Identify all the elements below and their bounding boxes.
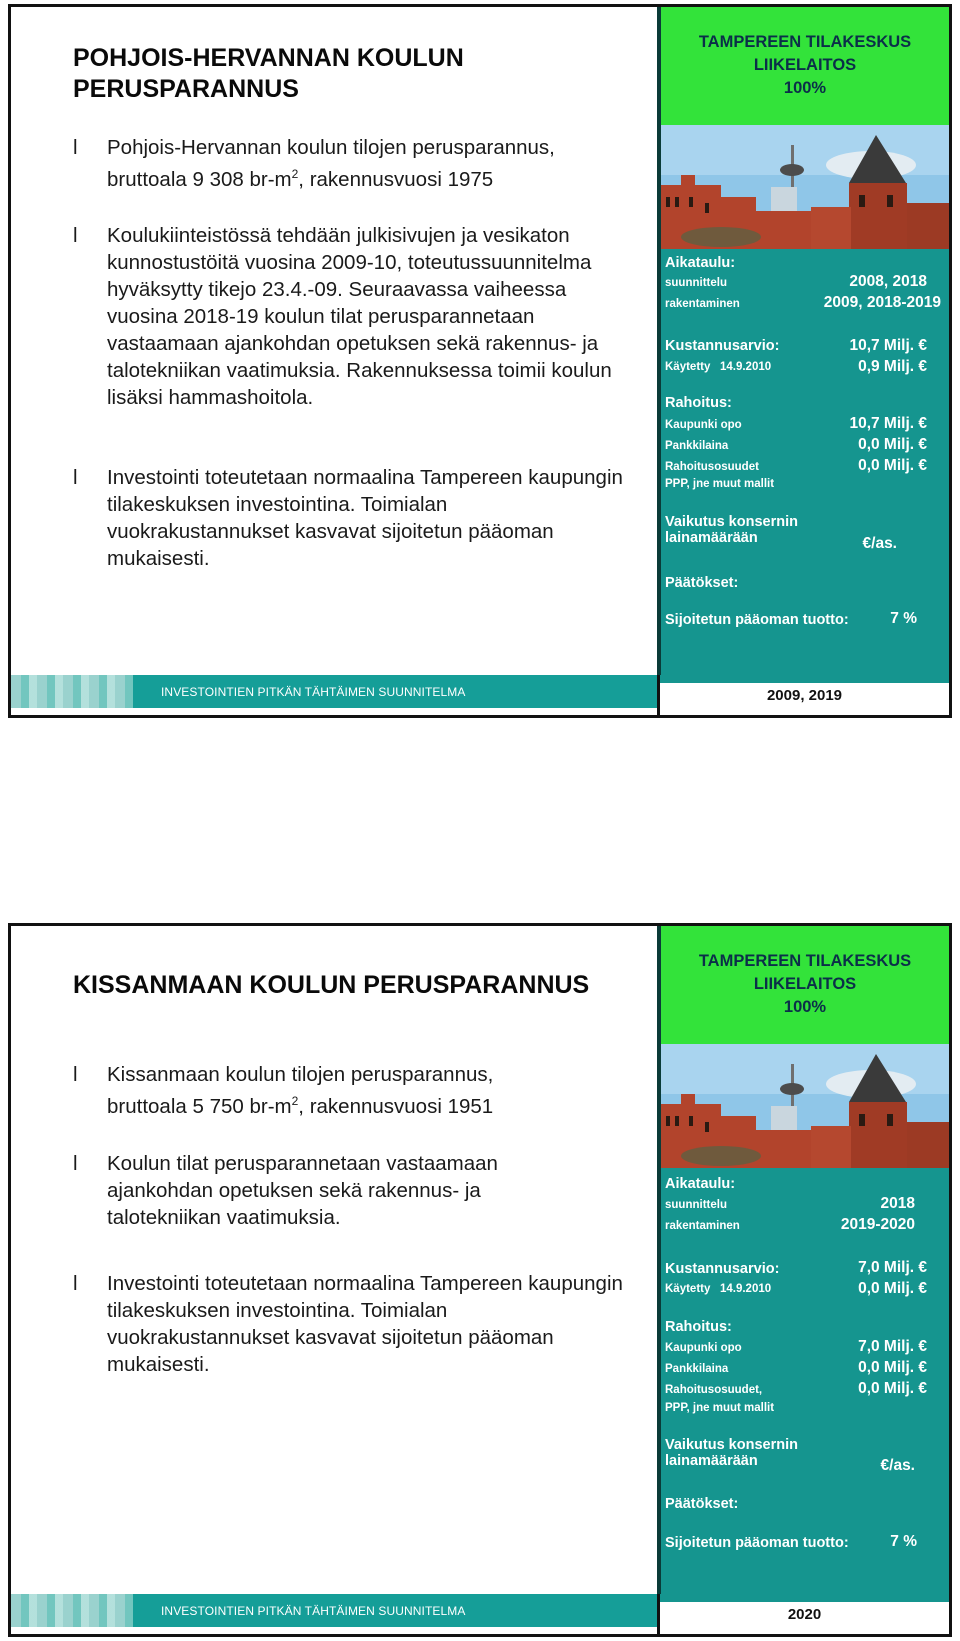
superscript: 2 — [291, 1094, 299, 1108]
slide-footer — [11, 675, 949, 715]
bullet-mark: l — [73, 1063, 78, 1086]
org-name: TAMPEREEN TILAKESKUS — [698, 33, 912, 51]
bullet-text-line2: bruttoala 5 750 br-m — [107, 1094, 292, 1118]
construction-label: rakentaminen — [665, 1220, 740, 1232]
bullet-text: Koulukiinteistössä tehdään julkisivujen ja vesikaton kunnostustöitä vuosina 2009-10, toteutussuunnitelma hyväksytty tikejo 23.4.-09. Seuraavassa vaiheessa vuosina 2018-19 koulun tilat perusparannetaan vastaamaan ajankohdan opetuksen sekä rakennus- ja talotekniikan vaatimuksia. Rakennuksessa toimii koulun lisäksi hammashoitola. — [107, 224, 612, 409]
bullet-text-line2-end: , rakennusvuosi 1951 — [298, 1094, 494, 1118]
spent-date: 14.9.2010 — [719, 361, 772, 373]
bullet-mark: l — [73, 224, 78, 247]
footer-year: 2020 — [787, 1606, 822, 1623]
slide-pohjois-hervanta — [8, 4, 952, 718]
footer-year-strip — [660, 675, 949, 683]
slide-title-line2: PERUSPARANNUS — [73, 75, 299, 103]
project-info-panel — [657, 926, 949, 1594]
footer-year-strip — [660, 1594, 949, 1602]
schedule-label: Aikataulu: — [665, 1176, 736, 1192]
planning-value: 2018 — [880, 1195, 915, 1212]
construction-label: rakentaminen — [665, 298, 740, 310]
slide-title-line1: POHJOIS-HERVANNAN KOULUN — [73, 44, 464, 72]
organization-header — [661, 926, 949, 1044]
org-name: TAMPEREEN TILAKESKUS — [698, 952, 912, 970]
funding-shares-label: Rahoitusosuudet, — [665, 1384, 763, 1396]
loan-impact-value: €/as. — [862, 535, 897, 552]
superscript: 2 — [291, 167, 299, 181]
org-type: LIIKELAITOS — [753, 56, 857, 74]
funding-shares-value: 0,0 Milj. € — [858, 457, 927, 474]
construction-value: 2009, 2018-2019 — [823, 294, 941, 311]
footer-bar — [11, 675, 657, 708]
spent-label — [665, 1283, 771, 1295]
loan-impact-line1: Vaikutus konsernin — [665, 1437, 798, 1453]
bullet-item — [73, 1270, 633, 1378]
loan-impact-value: €/as. — [880, 1457, 915, 1474]
spent-label-text: Käytetty — [665, 1283, 711, 1295]
cost-estimate-value: 7,0 Milj. € — [858, 1259, 927, 1276]
funding-label: Rahoitus: — [665, 1319, 732, 1335]
loan-impact-label — [665, 514, 798, 546]
roi-label: Sijoitetun pääoman tuotto: — [665, 1535, 849, 1551]
bank-loan-value: 0,0 Milj. € — [858, 1359, 927, 1376]
planning-label: suunnittelu — [665, 277, 727, 289]
funding-label: Rahoitus: — [665, 395, 732, 411]
decisions-label: Päätökset: — [665, 575, 739, 591]
schedule-label: Aikataulu: — [665, 255, 736, 271]
bullet-text — [107, 134, 633, 193]
roi-label: Sijoitetun pääoman tuotto: — [665, 612, 849, 628]
slide-footer — [11, 1594, 949, 1634]
city-funding-label: Kaupunki opo — [665, 1342, 742, 1354]
loan-impact-label — [665, 1437, 798, 1469]
footer-text: INVESTOINTIEN PITKÄN TÄHTÄIMEN SUUNNITELMA — [161, 1604, 466, 1618]
spent-value: 0,0 Milj. € — [858, 1280, 927, 1297]
slide-text-area — [11, 7, 657, 675]
bullet-text-line1: Kissanmaan koulun tilojen perusparannus, — [107, 1063, 494, 1086]
project-info-panel — [657, 7, 949, 675]
loan-impact-line2: lainamäärään — [665, 530, 758, 546]
bullet-text-line2: bruttoala 9 308 br-m — [107, 167, 292, 191]
ppp-label: PPP, jne muut mallit — [665, 478, 775, 490]
bullet-text: Koulun tilat perusparannetaan vastaamaan ajankohdan opetuksen sekä rakennus- ja talotekniikan vaatimuksia. — [107, 1152, 498, 1229]
planning-label: suunnittelu — [665, 1199, 727, 1211]
funding-shares-label: Rahoitusosuudet — [665, 461, 759, 473]
spent-value: 0,9 Milj. € — [858, 358, 927, 375]
slide-title — [73, 970, 589, 1001]
bank-loan-label: Pankkilaina — [665, 440, 729, 452]
bullet-text-line1: Pohjois-Hervannan koulun tilojen perusparannus, — [107, 136, 555, 159]
cost-estimate-value: 10,7 Milj. € — [849, 337, 927, 354]
cost-estimate-label: Kustannusarvio: — [665, 1261, 780, 1277]
bullet-text: Investointi toteutetaan normaalina Tampereen kaupungin tilakeskuksen investointina. Toimialan vuokrakustannukset kasvavat sijoitetun pääoman mukaisesti. — [107, 1272, 623, 1376]
footer-year: 2009, 2019 — [766, 687, 843, 704]
decisions-label: Päätökset: — [665, 1496, 739, 1512]
bullet-item — [73, 222, 633, 411]
bullet-item — [73, 134, 633, 193]
roi-value: 7 % — [890, 610, 917, 627]
city-funding-value: 7,0 Milj. € — [858, 1338, 927, 1355]
org-share: 100% — [783, 998, 827, 1016]
building-photo — [661, 1044, 949, 1168]
bullet-item — [73, 1150, 633, 1231]
spent-label-text: Käytetty — [665, 361, 711, 373]
bullet-item — [73, 1061, 633, 1120]
organization-header — [661, 7, 949, 125]
org-type: LIIKELAITOS — [753, 975, 857, 993]
footer-text: INVESTOINTIEN PITKÄN TÄHTÄIMEN SUUNNITELMA — [161, 685, 466, 699]
loan-impact-line2: lainamäärään — [665, 1453, 758, 1469]
ppp-label: PPP, jne muut mallit — [665, 1402, 775, 1414]
spent-label — [665, 361, 771, 373]
bullet-mark: l — [73, 136, 78, 159]
loan-impact-line1: Vaikutus konsernin — [665, 514, 798, 530]
planning-value: 2008, 2018 — [849, 273, 927, 290]
bullet-text — [107, 1061, 633, 1120]
city-funding-value: 10,7 Milj. € — [849, 415, 927, 432]
bank-loan-value: 0,0 Milj. € — [858, 436, 927, 453]
spent-date: 14.9.2010 — [719, 1283, 772, 1295]
cost-estimate-label: Kustannusarvio: — [665, 338, 780, 354]
slide-text-area — [11, 926, 657, 1594]
funding-shares-value: 0,0 Milj. € — [858, 1380, 927, 1397]
slide-kissanmaa — [8, 923, 952, 1637]
bullet-mark: l — [73, 466, 78, 489]
construction-value: 2019-2020 — [840, 1216, 915, 1233]
roi-value: 7 % — [890, 1533, 917, 1550]
footer-bar — [11, 1594, 657, 1627]
footer-year-box — [657, 675, 949, 715]
bullet-text-line2-end: , rakennusvuosi 1975 — [298, 167, 494, 191]
footer-logo-strip — [11, 675, 133, 708]
footer-logo-strip — [11, 1594, 133, 1627]
bullet-item — [73, 464, 633, 572]
bullet-text: Investointi toteutetaan normaalina Tampereen kaupungin tilakeskuksen investointina. Toimialan vuokrakustannukset kasvavat sijoitetun pääoman mukaisesti. — [107, 466, 623, 570]
footer-year-box — [657, 1594, 949, 1634]
bullet-mark: l — [73, 1272, 78, 1295]
slide-title-line1: KISSANMAAN KOULUN PERUSPARANNUS — [73, 971, 590, 999]
slide-title — [73, 43, 464, 105]
building-photo — [661, 125, 949, 249]
org-share: 100% — [783, 79, 827, 97]
bank-loan-label: Pankkilaina — [665, 1363, 729, 1375]
bullet-mark: l — [73, 1152, 78, 1175]
city-funding-label: Kaupunki opo — [665, 419, 742, 431]
